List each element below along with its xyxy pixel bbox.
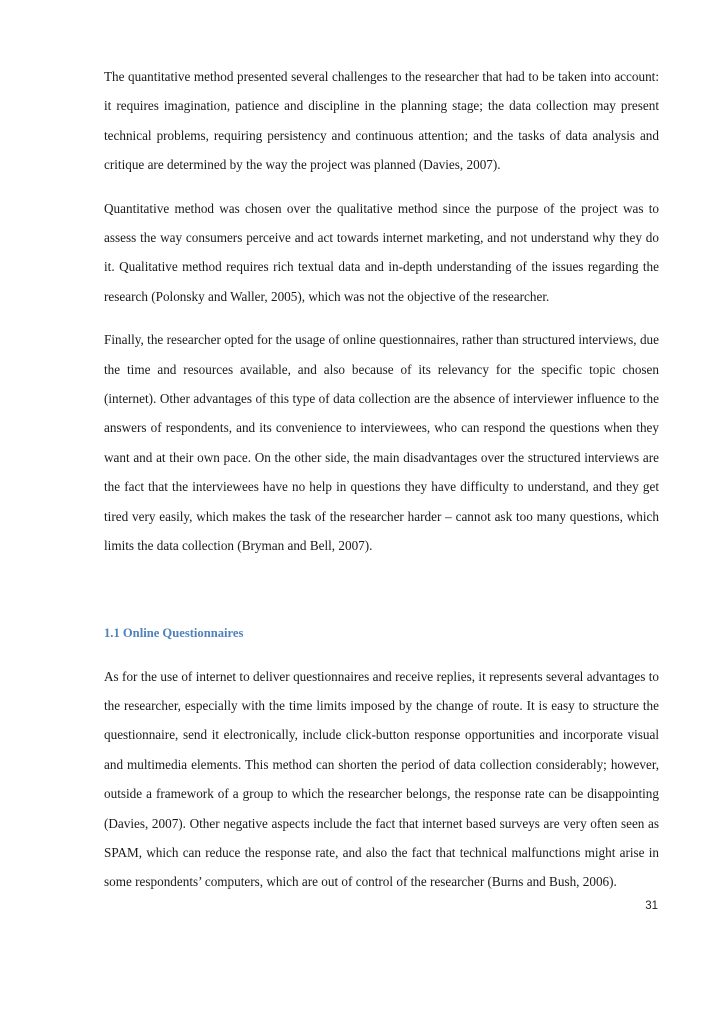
page-number: 31 <box>645 900 658 912</box>
section-spacer <box>104 575 659 619</box>
section-heading: 1.1 Online Questionnaires <box>104 625 244 640</box>
document-body <box>104 62 659 911</box>
paragraph-internet-advantages: As for the use of internet to deliver questionnaires and receive replies, it represents several advantages to the researcher, especially with the time limits imposed by the change of route. It is easy to structure the questionnaire, send it electronically, include click-button response opportunities and incorporate visual and multimedia elements. This method can shorten the period of data collection considerably; however, outside a framework of a group to which the researcher belongs, the response rate can be disappointing (Davies, 2007). Other negative aspects include the fact that internet based surveys are very often seen as SPAM, which can reduce the response rate, and also the fact that technical malfunctions might arise in some respondents’ computers, which are out of control of the researcher (Burns and Bush, 2006). <box>104 668 659 890</box>
paragraph-challenges: The quantitative method presented several challenges to the researcher that had to be taken into account: it requires imagination, patience and discipline in the planning stage; the data collection may present technical problems, requiring persistency and continuous attention; and the tasks of data analysis and critique are determined by the way the project was planned (Davies, 2007). <box>104 69 659 173</box>
paragraph-online-questionnaires-choice: Finally, the researcher opted for the usage of online questionnaires, rather than structured interviews, due the time and resources available, and also because of its relevancy for the specific topic chosen (internet). Other advantages of this type of data collection are the absence of interviewer influence to the answers of respondents, and its convenience to interviewees, who can respond the questions when they want and at their own pace. On the other side, the main disadvantages over the structured interviews are the fact that the interviewees have no help in questions they have difficulty to understand, and they get tired very easily, which makes the task of the researcher harder – cannot ask too many questions, which limits the data collection (Bryman and Bell, 2007). <box>104 332 659 554</box>
paragraph-method-choice: Quantitative method was chosen over the qualitative method since the purpose of the project was to assess the way consumers perceive and act towards internet marketing, and not understand why they do it. Qualitative method requires rich textual data and in-depth understanding of the issues regarding the research (Polonsky and Waller, 2005), which was not the objective of the researcher. <box>104 200 659 304</box>
heading-spacer <box>104 648 659 662</box>
